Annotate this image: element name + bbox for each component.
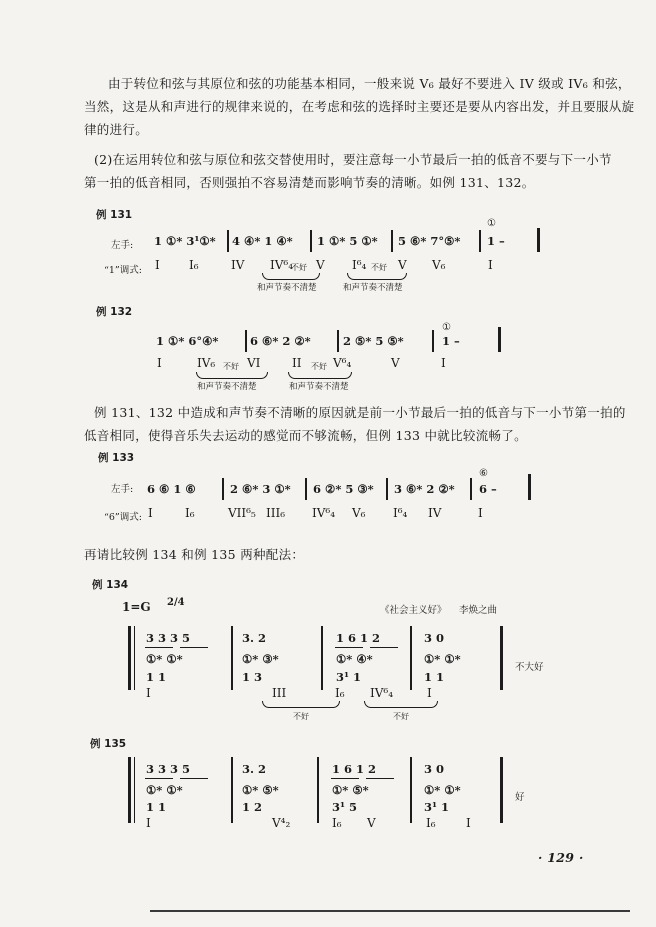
ex135-bass-measure: 3¹ 1 [424,800,450,814]
ex135-barline [231,757,233,823]
ex135-beam [180,778,208,779]
chord: IV⁶₄ [370,686,394,700]
ex132-mark-bad: 不好 [311,362,327,371]
ex131-measure-4: 5 ⑥* 7°⑤* [398,234,461,248]
example-132-top-note: ① [442,322,451,333]
ex134-beam [180,647,208,648]
ex134-beam [145,647,173,648]
ex132-barline [432,330,434,352]
ex131-measure-1: 1 ①* 3¹①* [154,234,216,248]
chord: I₆ [335,686,345,700]
example-132-label: 例 132 [96,306,133,318]
example-134-label: 例 134 [92,579,129,591]
ex131-note: 和声节奏不清楚 [343,283,403,293]
chord: I [427,686,432,700]
ex135-verdict: 好 [515,792,525,803]
ex134-bass-measure: 1 3 [242,670,263,684]
paragraph-3-line-1: 例 131、132 中造成和声节奏不清晰的原因就是前一小节最后一拍的低音与下一小节第一拍的 [94,405,626,420]
example-133-left-hand: 左手: [111,484,134,495]
chord: V [367,816,376,830]
chord: I⁶₄ [393,506,408,520]
footer-rule [150,910,630,912]
example-131-key: “1”调式: [104,265,142,276]
chord: I [478,506,483,520]
ex134-mark-bad: 不好 [393,712,409,721]
chord: IV [231,258,245,272]
ex135-system-end [500,757,503,823]
ex133-measure-3: 6 ②* 5 ③* [313,482,374,496]
chord: V [316,258,325,272]
ex134-melody-measure: 3. 2 [242,631,267,645]
example-131-top-note: ① [487,218,496,229]
ex134-barline [321,626,323,690]
ex131-note: 和声节奏不清楚 [257,283,317,293]
ex133-measure-1: 6 ⑥ 1 ⑥ [147,482,196,496]
ex131-barline [479,230,481,252]
chord: V₆ [352,506,366,520]
ex134-melody-measure: 3 3 3 5 [146,631,191,645]
ex131-brace [347,273,407,280]
chord: V⁶₄ [333,356,352,370]
chord: I [146,686,151,700]
ex134-time-signature: 2/4 [167,597,185,608]
ex135-melody-measure: 3 0 [424,762,445,776]
ex134-system-start [128,626,131,690]
ex132-barline [245,330,247,352]
ex134-middle-measure: ①* ④* [336,652,373,666]
ex134-composer: 李焕之曲 [459,605,498,616]
chord: I [148,506,153,520]
ex134-mark-bad: 不好 [293,712,309,721]
paragraph-3-line-2: 低音相同，使得音乐失去运动的感觉而不够流畅，但例 133 中就比较流畅了。 [84,428,527,443]
ex133-measure-5: 6 – [479,482,497,496]
ex132-brace [288,372,352,379]
chord: I [146,816,151,830]
example-133-label: 例 133 [98,452,135,464]
paragraph-1-line-3: 律的进行。 [84,122,149,137]
paragraph-4-line-1: 再请比较例 134 和例 135 两种配法： [84,547,305,562]
chord: I₆ [189,258,199,272]
ex135-melody-measure: 1 6 1 2 [332,762,377,776]
ex132-brace [196,372,268,379]
ex134-middle-measure: ①* ①* [146,652,183,666]
ex135-middle-measure: ①* ⑤* [332,783,369,797]
ex135-middle-measure: ①* ⑤* [242,783,279,797]
ex131-measure-5: 1 – [487,234,505,248]
ex134-melody-measure: 1 6 1 2 [336,631,381,645]
example-135-label: 例 135 [90,738,127,750]
ex135-melody-measure: 3 3 3 5 [146,762,191,776]
ex135-beam [145,778,173,779]
chord: I [157,356,162,370]
ex131-measure-2: 4 ④* 1 ④* [232,234,293,248]
chord: V₆ [432,258,446,272]
ex131-brace [262,273,320,280]
chord: V⁴₂ [272,816,291,830]
ex133-barline [222,478,224,500]
ex134-barline [410,626,412,690]
ex134-system-end [500,626,503,690]
ex135-melody-measure: 3. 2 [242,762,267,776]
ex133-barline [470,478,472,500]
chord: I₆ [332,816,342,830]
ex134-barline [231,626,233,690]
paragraph-2-line-1: (2)在运用转位和弦与原位和弦交替使用时，要注意每一小节最后一拍的低音不要与下一小节 [94,152,612,167]
example-133-key: “6”调式: [104,512,142,523]
ex132-measure-4: 1 – [442,334,460,348]
ex132-final-barline [498,327,501,352]
chord: I⁶₄ [352,258,367,272]
ex134-middle-measure: ①* ①* [424,652,461,666]
chord: I [466,816,471,830]
ex133-measure-4: 3 ⑥* 2 ②* [394,482,455,496]
ex134-melody-measure: 3 0 [424,631,445,645]
ex132-note: 和声节奏不清楚 [289,382,349,392]
chord: I [488,258,493,272]
ex135-bass-measure: 1 2 [242,800,263,814]
ex132-measure-3: 2 ⑤* 5 ⑤* [343,334,404,348]
ex135-barline [317,757,319,823]
ex134-key-signature: 1=G [122,600,151,614]
ex134-bass-measure: 3¹ 1 [336,670,362,684]
ex135-middle-measure: ①* ①* [424,783,461,797]
ex134-verdict: 不大好 [515,662,544,673]
ex132-mark-bad: 不好 [223,362,239,371]
chord: VI [247,356,261,370]
paragraph-1-line-2: 当然，这是从和声进行的规律来说的，在考虑和弦的选择时主要还是要从内容出发，并且要服从旋 [84,99,635,114]
ex134-song-title: 《社会主义好》 [380,605,447,616]
ex132-measure-1: 1 ①* 6°④* [156,334,219,348]
chord: V [398,258,407,272]
ex135-system-start [128,757,131,823]
ex132-barline [337,330,339,352]
chord: I₆ [185,506,195,520]
ex131-mark-bad: 不好 [291,263,307,272]
ex135-barline [410,757,412,823]
ex133-final-barline [528,474,531,500]
ex131-barline [391,230,393,252]
ex133-barline [305,478,307,500]
ex135-beam [366,778,394,779]
ex134-system-line [134,626,135,690]
ex132-measure-2: 6 ⑥* 2 ②* [250,334,311,348]
ex135-bass-measure: 3¹ 5 [332,800,358,814]
chord: III₆ [266,506,286,520]
chord: I [441,356,446,370]
ex133-measure-2: 2 ⑥* 3 ①* [230,482,291,496]
chord: I₆ [426,816,436,830]
chord: IV₆ [197,356,216,370]
chord: I [155,258,160,272]
ex131-barline [227,230,229,252]
ex135-beam [331,778,359,779]
example-131-label: 例 131 [96,209,133,221]
ex134-bass-measure: 1 1 [146,670,167,684]
ex134-brace [262,701,340,708]
ex131-mark-bad: 不好 [371,263,387,272]
chord: VII⁶₅ [228,506,256,520]
example-131-left-hand: 左手: [111,240,134,251]
ex135-bass-measure: 1 1 [146,800,167,814]
ex135-middle-measure: ①* ①* [146,783,183,797]
ex134-brace [364,701,438,708]
chord: II [292,356,302,370]
ex135-system-line [134,757,135,823]
ex134-bass-measure: 1 1 [424,670,445,684]
ex133-barline [386,478,388,500]
paragraph-2-line-2: 第一拍的低音相同，否则强拍不容易清楚而影响节奏的清晰。如例 131、132。 [84,175,535,190]
ex134-beam [335,647,363,648]
chord: IV [428,506,442,520]
chord: V [391,356,400,370]
ex131-measure-3: 1 ①* 5 ①* [317,234,378,248]
ex134-beam [370,647,398,648]
ex131-barline [310,230,312,252]
page-number: · 129 · [538,850,584,865]
chord: IV⁶₄ [312,506,336,520]
ex134-middle-measure: ①* ③* [242,652,279,666]
chord: IV⁶₄ [270,258,294,272]
example-133-top-note: ⑥ [479,468,488,479]
ex132-note: 和声节奏不清楚 [197,382,257,392]
chord: III [272,686,287,700]
paragraph-1-line-1: 由于转位和弦与其原位和弦的功能基本相同，一般来说 V₆ 最好不要进入 IV 级或 IV₆ 和弦， [108,76,631,91]
ex131-final-barline [537,228,540,252]
